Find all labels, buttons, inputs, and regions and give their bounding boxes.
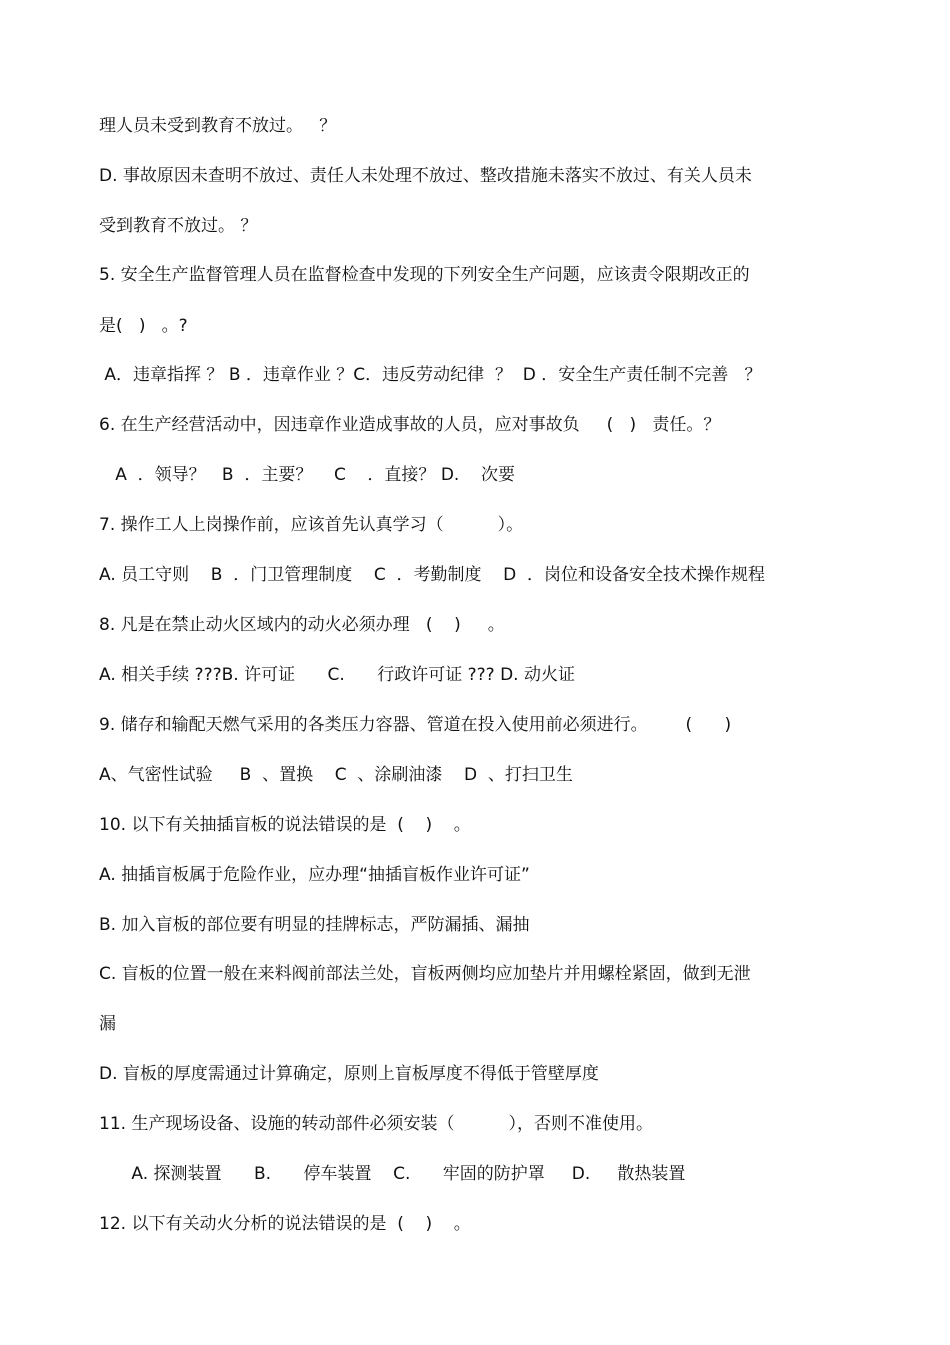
- question-7: 7. 操作工人上岗操作前，应该首先认真学习（ ）。: [99, 515, 524, 535]
- text-line: 受到教育不放过。 ？: [99, 216, 258, 236]
- text-line: 理人员未受到教育不放过。 ？: [99, 116, 337, 136]
- question-6: 6. 在生产经营活动中，因违章作业造成事故的人员，应对事故负 ( ) 责任。？: [99, 415, 721, 435]
- text-line: 是( ) 。?: [99, 316, 188, 336]
- options-line: A ．领导？ B ．主要？ C ．直接？ D. 次要: [99, 465, 515, 485]
- question-10: 10. 以下有关抽插盲板的说法错误的是 ( ) 。: [99, 815, 471, 835]
- option-line: C. 盲板的位置一般在来料阀前部法兰处，盲板两侧均应加垫片并用螺栓紧固，做到无泄: [99, 964, 751, 984]
- question-12: 12. 以下有关动火分析的说法错误的是 ( ) 。: [99, 1214, 471, 1234]
- question-9: 9. 储存和输配天燃气采用的各类压力容器、管道在投入使用前必须进行。 ( ): [99, 715, 732, 735]
- options-line: A、气密性试验 B 、置换 C 、涂刷油漆 D 、打扫卫生: [99, 765, 573, 785]
- option-line: B. 加入盲板的部位要有明显的挂牌标志，严防漏插、漏抽: [99, 915, 530, 935]
- options-line: A. 探测装置 B. 停车装置 C. 牢固的防护罩 D. 散热装置: [99, 1164, 686, 1184]
- text-line: 漏: [99, 1014, 116, 1034]
- option-line: A. 抽插盲板属于危险作业，应办理“抽插盲板作业许可证”: [99, 865, 530, 885]
- question-8: 8. 凡是在禁止动火区域内的动火必须办理 ( ) 。: [99, 615, 505, 635]
- question-11: 11. 生产现场设备、设施的转动部件必须安装（ ），否则不准使用。: [99, 1114, 653, 1134]
- options-line: A．违章指挥 ？ B ．违章作业 ？C．违反劳动纪律 ？ D ．安全生产责任制不完善 ？: [99, 365, 762, 385]
- options-line: A. 员工守则 B ．门卫管理制度 C ．考勤制度 D ．岗位和设备安全技术操作规程: [99, 565, 766, 585]
- options-line: A. 相关手续 ???B. 许可证 C. 行政许可证 ??? D. 动火证: [99, 665, 575, 685]
- question-5: 5. 安全生产监督管理人员在监督检查中发现的下列安全生产问题，应该责令限期改正的: [99, 265, 750, 285]
- option-line: D. 盲板的厚度需通过计算确定，原则上盲板厚度不得低于管壁厚度: [99, 1064, 599, 1084]
- text-line: D. 事故原因未查明不放过、责任人未处理不放过、整改措施未落实不放过、有关人员未: [99, 166, 752, 186]
